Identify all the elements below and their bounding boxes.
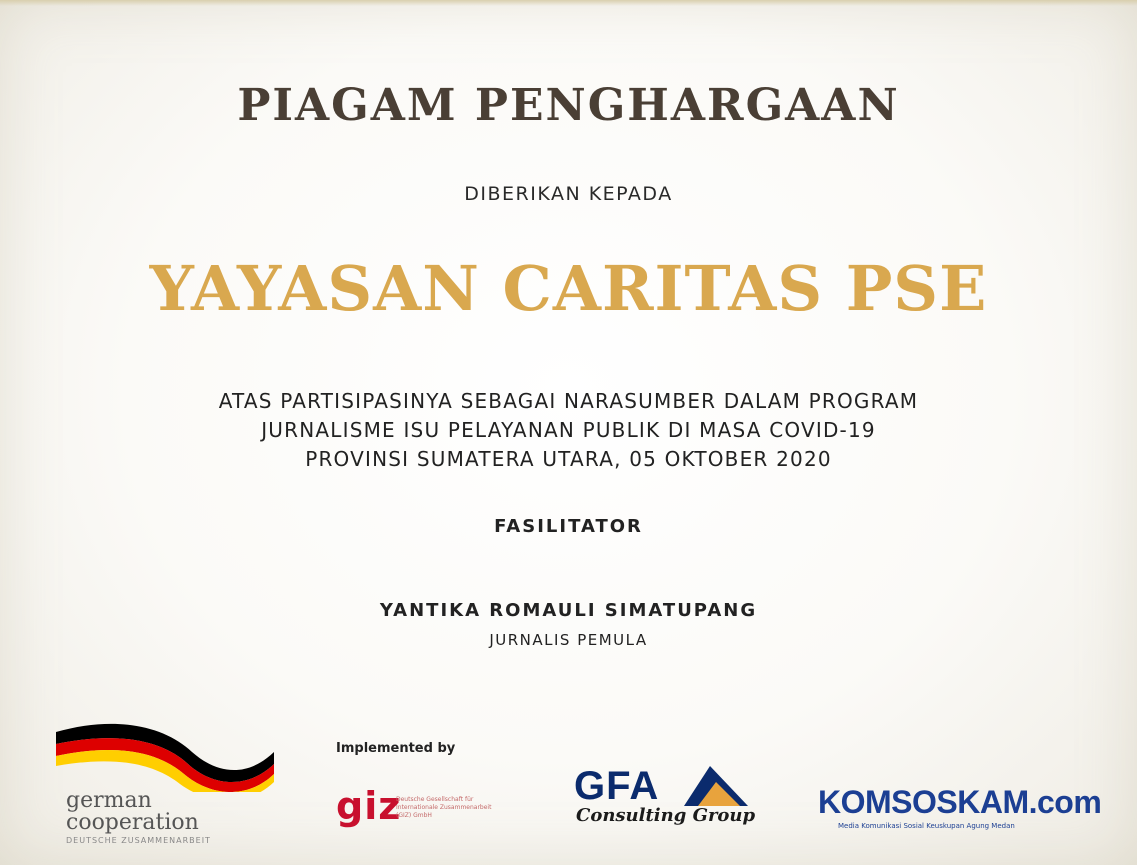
komsoskam-tagline: Media Komunikasi Sosial Keuskupan Agung Medan xyxy=(838,822,1015,830)
description-line: ATAS PARTISIPASINYA SEBAGAI NARASUMBER DALAM PROGRAM xyxy=(218,389,919,413)
description-line: JURNALISME ISU PELAYANAN PUBLIK DI MASA COVID-19 xyxy=(261,418,876,442)
german-cooperation-word1: german xyxy=(66,788,152,813)
gfa-tagline: Consulting Group xyxy=(576,805,756,826)
german-cooperation-word2: cooperation xyxy=(66,810,199,835)
description-line: PROVINSI SUMATERA UTARA, 05 OKTOBER 2020 xyxy=(305,447,832,471)
gfa-wordmark: GFA xyxy=(574,764,660,808)
german-cooperation-logo xyxy=(52,712,282,852)
german-flag-wave-icon xyxy=(52,712,282,792)
frame-edge xyxy=(0,0,1137,6)
gfa-logo xyxy=(568,762,758,842)
given-to-label: DIBERIKAN KEPADA xyxy=(464,183,673,205)
facilitator-label: FASILITATOR xyxy=(494,516,643,537)
description xyxy=(0,387,1137,474)
german-cooperation-sub: DEUTSCHE ZUSAMMENARBEIT xyxy=(66,836,211,845)
implemented-by-label: Implemented by xyxy=(336,741,456,756)
facilitator-role: JURNALIS PEMULA xyxy=(489,631,648,649)
facilitator-name: YANTIKA ROMAULI SIMATUPANG xyxy=(379,600,758,621)
gfa-triangle-icon xyxy=(680,764,750,808)
komsoskam-logo: KOMSOSKAM.com xyxy=(818,784,1102,820)
giz-logo-text: Deutsche Gesellschaft für Internationale Zusammenarbeit (GIZ) GmbH xyxy=(396,796,492,819)
certificate-title: PIAGAM PENGHARGAAN xyxy=(237,80,900,131)
giz-logo: giz xyxy=(336,784,402,828)
recipient-name: YAYASAN CARITAS PSE xyxy=(149,252,988,325)
